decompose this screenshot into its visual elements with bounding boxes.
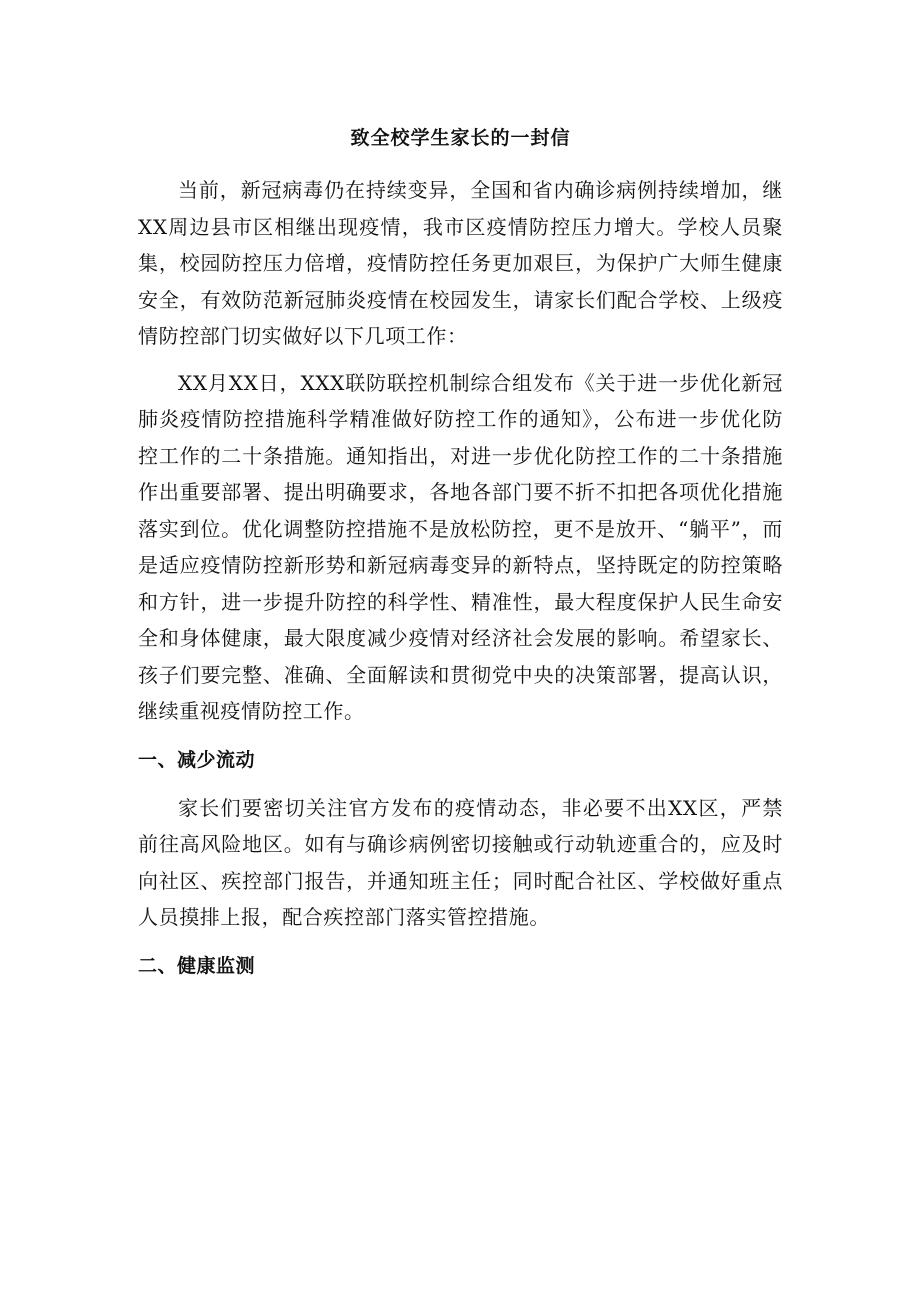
section-health-monitoring xyxy=(138,952,783,980)
section-heading-health-monitoring: 二、健康监测 xyxy=(138,954,256,977)
document-title: 致全校学生家长的一封信 xyxy=(350,127,571,149)
section-paragraph-reduce-mobility: 家长们要密切关注官方发布的疫情动态，非必要不出XX区，严禁前往高风险地区。如有与确诊病例密切接触或行动轨迹重合的，应及时向社区、疾控部门报告，并通知班主任；同时配合社区、学校做好重点人员摸排上报，配合疾控部门落实管控措施。 xyxy=(138,795,783,929)
notice-paragraph: XX月XX日，XXX联防联控机制综合组发布《关于进一步优化新冠肺炎疫情防控措施科学精准做好防控工作的通知》，公布进一步优化防控工作的二十条措施。通知指出，对进一步优化防控工作的二十条措施作出重要部署、提出明确要求，各地各部门要不折不扣把各项优化措施落实到位。优化调整防控措施不是放松防控，更不是放开、“躺平”，而是适应疫情防控新形势和新冠病毒变异的新特点，坚持既定的防控策略和方针，进一步提升防控的科学性、精准性，最大程度保护人民生命安全和身体健康，最大限度减少疫情对经济社会发展的影响。希望家长、孩子们要完整、准确、全面解读和贯彻党中央的决策部署，提高认识，继续重视疫情防控工作。 xyxy=(138,370,783,723)
intro-paragraph: 当前，新冠病毒仍在持续变异，全国和省内确诊病例持续增加，继XX周边县市区相继出现疫情，我市区疫情防控压力增大。学校人员聚集，校园防控压力倍增，疫情防控任务更加艰巨，为保护广大师生健康安全，有效防范新冠肺炎疫情在校园发生，请家长们配合学校、上级疫情防控部门切实做好以下几项工作： xyxy=(138,178,783,348)
section-reduce-mobility xyxy=(138,746,783,936)
document-body xyxy=(138,118,783,996)
section-heading-reduce-mobility: 一、减少流动 xyxy=(138,748,256,771)
